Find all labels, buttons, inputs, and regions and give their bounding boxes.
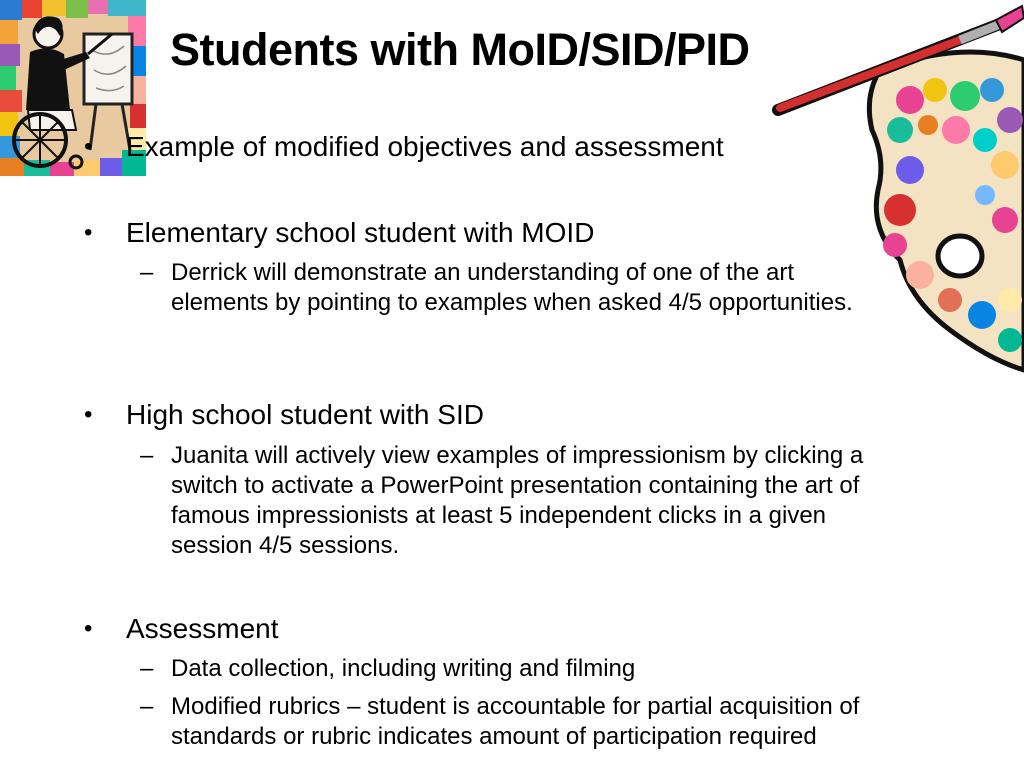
bullet-text: Example of modified objectives and assessment xyxy=(126,131,724,162)
artist-wheelchair-illustration xyxy=(0,0,146,176)
bullet-text: High school student with SID xyxy=(126,399,484,430)
bullet-marker: • xyxy=(84,133,93,160)
sub-text: Derrick will demonstrate an understanding of one of the art elements by pointing to examples when asked 4/5 opportunities. xyxy=(171,259,853,316)
dash-marker: – xyxy=(140,442,154,469)
bullet-text: Assessment xyxy=(126,613,279,644)
bullet-marker: • xyxy=(84,615,93,642)
sub-text: Juanita will actively view examples of impressionism by clicking a switch to activate a PowerPoint presentation containing the art of famous impressionists at least 5 independent clicks in a given session 4/5 sessions. xyxy=(171,442,864,559)
dash-marker: – xyxy=(140,259,154,286)
bullet-marker: • xyxy=(84,401,93,428)
sub-text: Data collection, including writing and filming xyxy=(171,655,636,682)
slide-title: Students with MoID/SID/PID xyxy=(170,24,750,75)
dash-marker: – xyxy=(140,693,154,720)
bullet-text: Elementary school student with MOID xyxy=(126,217,595,248)
dash-marker: – xyxy=(140,655,154,682)
bullet-marker: • xyxy=(84,219,93,246)
sub-text: Modified rubrics – student is accountable for partial acquisition of standards or rubric indicates amount of participation required xyxy=(171,693,860,750)
